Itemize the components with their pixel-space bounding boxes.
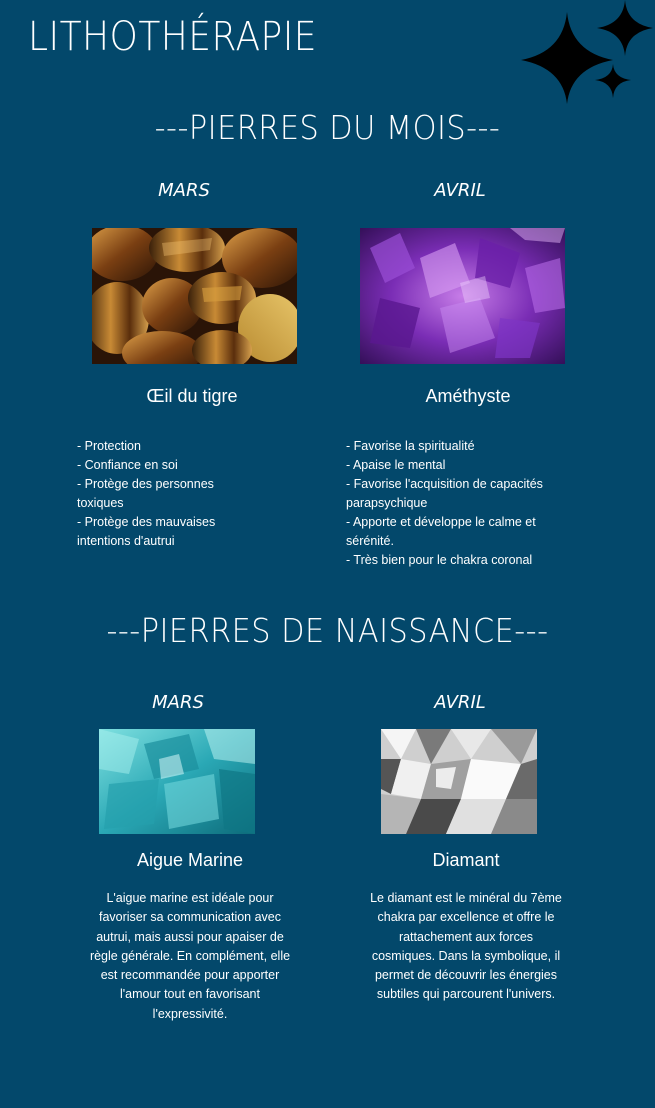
amethyst-benefits-list [346, 437, 543, 570]
month-label: MARS [152, 692, 204, 713]
text-line: Le diamant est le minéral du 7ème [370, 891, 562, 905]
list-item: intentions d'autrui [77, 534, 175, 548]
amethyst-image [360, 228, 565, 364]
text-line: autrui, mais aussi pour apaiser de [96, 929, 284, 944]
text-line: permet de découvrir les énergies [374, 968, 558, 983]
text-line: l'amour tout en favorisant [120, 987, 260, 1002]
tiger-eye-image [92, 228, 297, 364]
list-item: - Apporte et développe le calme et [346, 515, 536, 529]
diamond-description [346, 889, 586, 1005]
list-item: sérénité. [346, 534, 394, 548]
stone-name: Aigue Marine [136, 850, 244, 870]
month-label: AVRIL [434, 692, 486, 713]
list-item: - Protège des mauvaises [77, 515, 216, 529]
tiger-eye-benefits-list [77, 437, 215, 551]
text-line: L'aigue marine est idéale pour [106, 891, 274, 905]
list-item: - Favorise la spiritualité [346, 439, 475, 453]
page-title: LITHOTHÉRAPIE [28, 14, 317, 60]
list-item: - Protège des personnes [77, 477, 214, 491]
list-item: - Apaise le mental [346, 458, 446, 472]
text-line: rattachement aux forces [398, 929, 534, 944]
text-line: favoriser sa communication avec [98, 910, 282, 925]
list-item: - Protection [77, 439, 141, 453]
text-line: subtiles qui parcourent l'univers. [376, 987, 556, 1002]
month-label: AVRIL [434, 180, 486, 201]
aquamarine-description [70, 889, 310, 1024]
aquamarine-image [99, 729, 255, 834]
text-line: règle générale. En complément, elle [89, 948, 291, 963]
text-line: l'expressivité. [152, 1006, 228, 1021]
list-item: toxiques [77, 496, 124, 510]
list-item: parapsychique [346, 496, 428, 510]
text-line: chakra par excellence et offre le [377, 910, 555, 925]
section-title-pierres-de-naissance: ---PIERRES DE NAISSANCE--- [106, 611, 549, 650]
list-item: - Très bien pour le chakra coronal [346, 553, 533, 567]
list-item: - Confiance en soi [77, 458, 178, 472]
stone-name: Améthyste [425, 386, 511, 406]
text-line: est recommandée pour apporter [100, 968, 280, 983]
stone-name: Œil du tigre [146, 386, 238, 406]
section-title-pierres-du-mois: ---PIERRES DU MOIS--- [154, 108, 501, 147]
sparkle-stars-icon [515, 0, 655, 105]
text-line: cosmiques. Dans la symbolique, il [371, 948, 561, 963]
list-item: - Favorise l'acquisition de capacités [346, 477, 543, 491]
stone-name: Diamant [432, 850, 500, 870]
diamond-image [381, 729, 537, 834]
month-label: MARS [158, 180, 210, 201]
